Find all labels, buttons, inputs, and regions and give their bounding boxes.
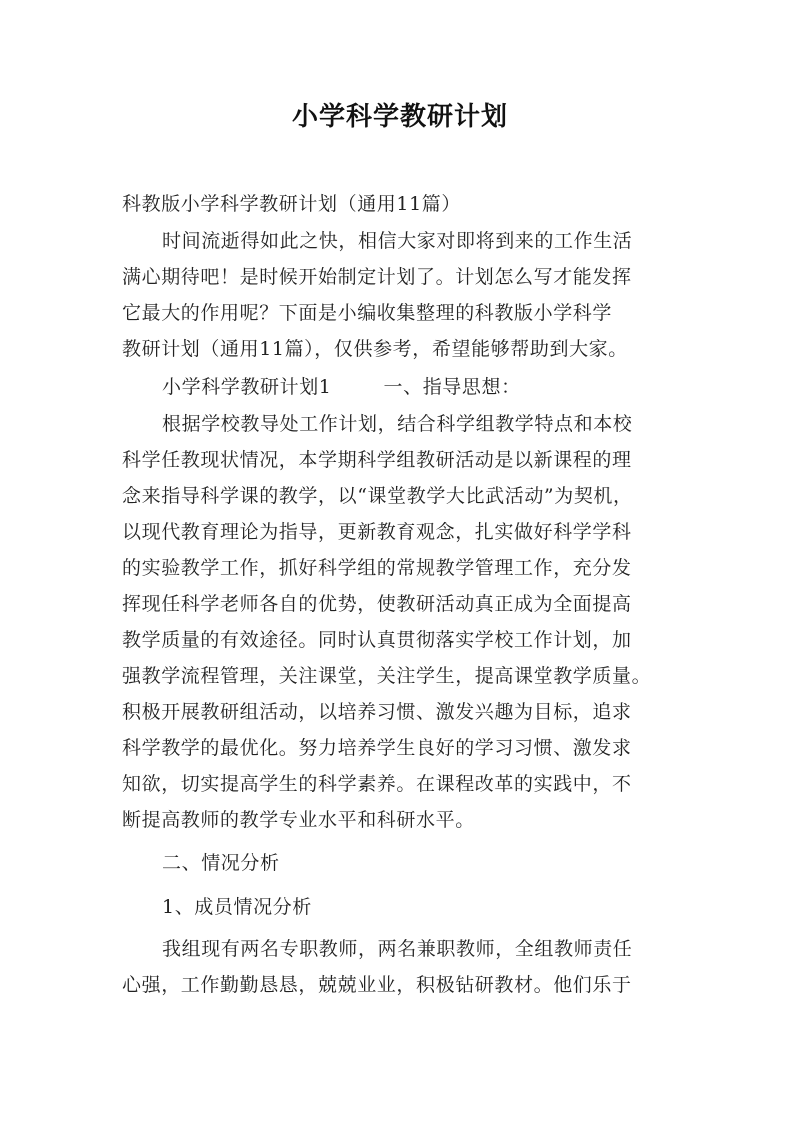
plan-heading-row: [162, 369, 682, 405]
subsection1-heading: 1、成员情况分析: [162, 896, 312, 918]
section1-line-1: 根据学校教导处工作计划，结合科学组教学特点和本校: [162, 413, 633, 435]
section1-line-12: 断提高教师的教学专业水平和科研水平。: [122, 809, 475, 831]
section1-line-2: 科学任教现状情况，本学期科学组教研活动是以新课程的理: [122, 449, 632, 471]
subsection1-line-1: 我组现有两名专职教师，两名兼职教师，全组教师责任: [162, 938, 633, 960]
intro-line-2: 满心期待吧！是时候开始制定计划了。计划怎么写才能发挥: [122, 266, 632, 288]
section1-line-10: 科学教学的最优化。努力培养学生良好的学习习惯、激发求: [122, 737, 632, 759]
section1-line-5: 的实验教学工作，抓好科学组的常规教学管理工作，充分发: [122, 557, 632, 579]
plan-heading: 小学科学教研计划1: [162, 376, 332, 398]
section1-line-8: 强教学流程管理，关注课堂，关注学生，提高课堂教学质量。: [122, 665, 652, 687]
section1-line-3: 念来指导科学课的教学，以“课堂教学大比武活动”为契机，: [122, 485, 633, 507]
intro-line-1: 时间流逝得如此之快，相信大家对即将到来的工作生活: [162, 230, 633, 252]
subsection1-line-2: 心强，工作勤勤恳恳，兢兢业业，积极钻研教材。他们乐于: [122, 974, 632, 996]
section1-heading: 一、指导思想：: [383, 376, 521, 398]
document-title: 小学科学教研计划: [291, 102, 508, 132]
section2-heading: 二、情况分析: [162, 852, 280, 874]
intro-line-4: 教研计划（通用11篇），仅供参考，希望能够帮助到大家。: [122, 338, 628, 360]
intro-line-3: 它最大的作用呢？下面是小编收集整理的科教版小学科学: [122, 302, 613, 324]
section1-line-4: 以现代教育理论为指导，更新教育观念，扎实做好科学学科: [122, 521, 632, 543]
section1-line-6: 挥现任科学老师各自的优势，使教研活动真正成为全面提高: [122, 593, 632, 615]
section1-line-9: 积极开展教研组活动，以培养习惯、激发兴趣为目标，追求: [122, 701, 632, 723]
section1-line-11: 知欲，切实提高学生的科学素养。在课程改革的实践中，不: [122, 773, 632, 795]
document-subtitle: 科教版小学科学教研计划（通用11篇）: [122, 193, 461, 215]
section1-line-7: 教学质量的有效途径。同时认真贯彻落实学校工作计划，加: [122, 629, 632, 651]
